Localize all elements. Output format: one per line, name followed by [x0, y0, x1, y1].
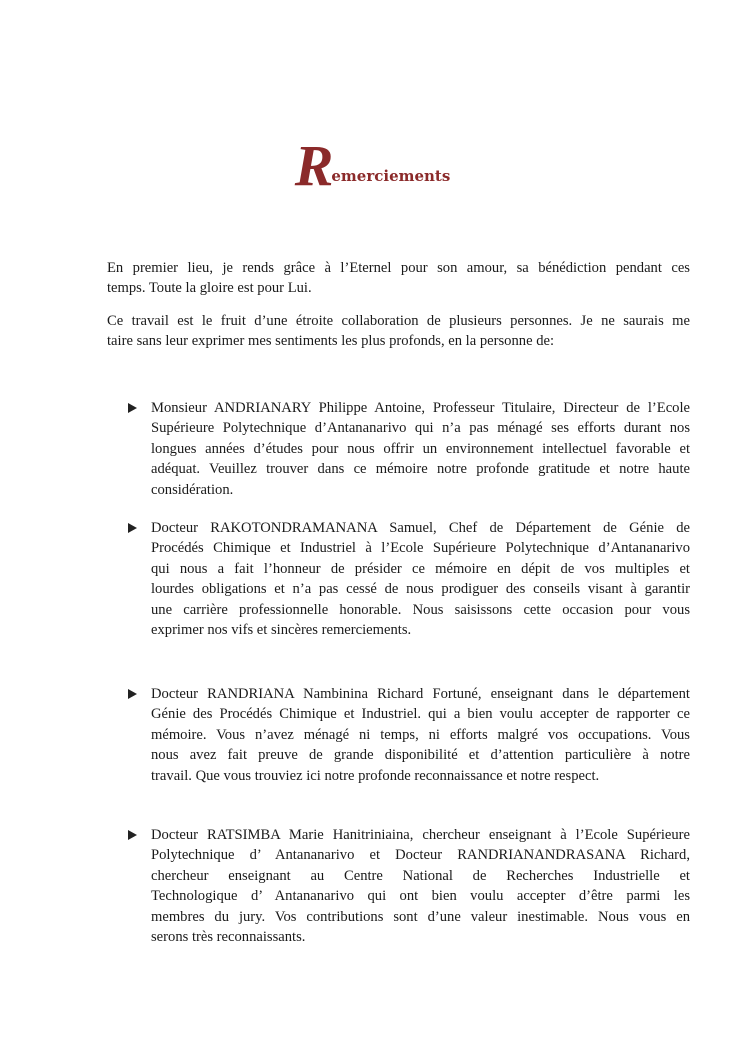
text-line: Ce travail est le fruit d’une étroite collaboration de plusieurs personnes. Je ne saurais me	[107, 313, 690, 329]
text-line: Docteur RAKOTONDRAMANANA Samuel, Chef de Département de Génie de	[151, 520, 690, 536]
text-line: longues années d’études pour nous offrir un environnement intellectuel favorable et	[151, 440, 690, 457]
text-line: Supérieure Polytechnique d’Antananarivo qui n’a pas ménagé ses efforts durant nos	[151, 420, 690, 437]
bullet-icon	[128, 830, 137, 840]
bullet-icon	[128, 403, 137, 413]
text-line: chercheur enseignant au Centre National de Recherches Industrielle et	[151, 867, 690, 884]
list-item-ratsimba	[151, 825, 690, 947]
text-line: Génie des Procédés Chimique et Industriel. qui a bien voulu accepter de rapporter ce	[151, 706, 690, 723]
list-item-andrianary	[151, 398, 690, 500]
page-title	[0, 132, 745, 199]
text-line: membres du jury. Vos contributions sont d’une valeur inestimable. Nous vous en	[151, 908, 690, 925]
paragraph-intro	[107, 258, 690, 299]
text-line: Docteur RANDRIANA Nambinina Richard Fortuné, enseignant dans le département	[151, 686, 690, 702]
text-line: exprimer nos vifs et sincères remerciements.	[151, 621, 412, 638]
list-item-randriana	[151, 684, 690, 786]
text-line: lourdes obligations et n’a pas cessé de nous prodiguer des conseils visant à garantir	[151, 581, 690, 598]
text-line: une carrière professionnelle honorable. Nous saisissons cette occasion pour vous	[151, 601, 690, 618]
text-line: qui nous a fait l’honneur de présider ce mémoire en dépit de vos multiples et	[151, 560, 690, 577]
text-line: Polytechnique d’ Antananarivo et Docteur RANDRIANANDRASANA Richard,	[151, 847, 690, 864]
text-line: Monsieur ANDRIANARY Philippe Antoine, Professeur Titulaire, Directeur de l’Ecole	[151, 400, 690, 416]
text-line: Technologique d’ Antananarivo qui ont bien voulu accepter d’être parmi les	[151, 888, 690, 905]
text-line: taire sans leur exprimer mes sentiments les plus profonds, en la personne de:	[107, 333, 555, 350]
text-line: temps. Toute la gloire est pour Lui.	[107, 280, 312, 297]
text-line: Procédés Chimique et Industriel à l’Ecole Supérieure Polytechnique d’Antananarivo	[151, 540, 690, 557]
text-line: nous avez fait preuve de grande disponibilité et d’attention particulière à notre	[151, 747, 690, 764]
text-line: mémoire. Vous n’avez ménagé ni temps, ni efforts malgré vos occupations. Vous	[151, 726, 690, 743]
title-text: emerciements	[331, 167, 451, 185]
text-line: travail. Que vous trouviez ici notre profonde reconnaissance et notre respect.	[151, 767, 600, 784]
bullet-icon	[128, 689, 137, 699]
list-item-rakotondramanana	[151, 518, 690, 640]
text-line: En premier lieu, je rends grâce à l’Eternel pour son amour, sa bénédiction pendant ces	[107, 260, 690, 276]
text-line: Docteur RATSIMBA Marie Hanitriniaina, chercheur enseignant à l’Ecole Supérieure	[151, 827, 690, 843]
title-dropcap: R	[294, 133, 332, 198]
text-line: serons très reconnaissants.	[151, 928, 306, 945]
paragraph-collaboration	[107, 311, 690, 352]
text-line: considération.	[151, 481, 234, 498]
bullet-icon	[128, 523, 137, 533]
text-line: adéquat. Veuillez trouver dans ce mémoire notre profonde gratitude et notre haute	[151, 461, 690, 478]
